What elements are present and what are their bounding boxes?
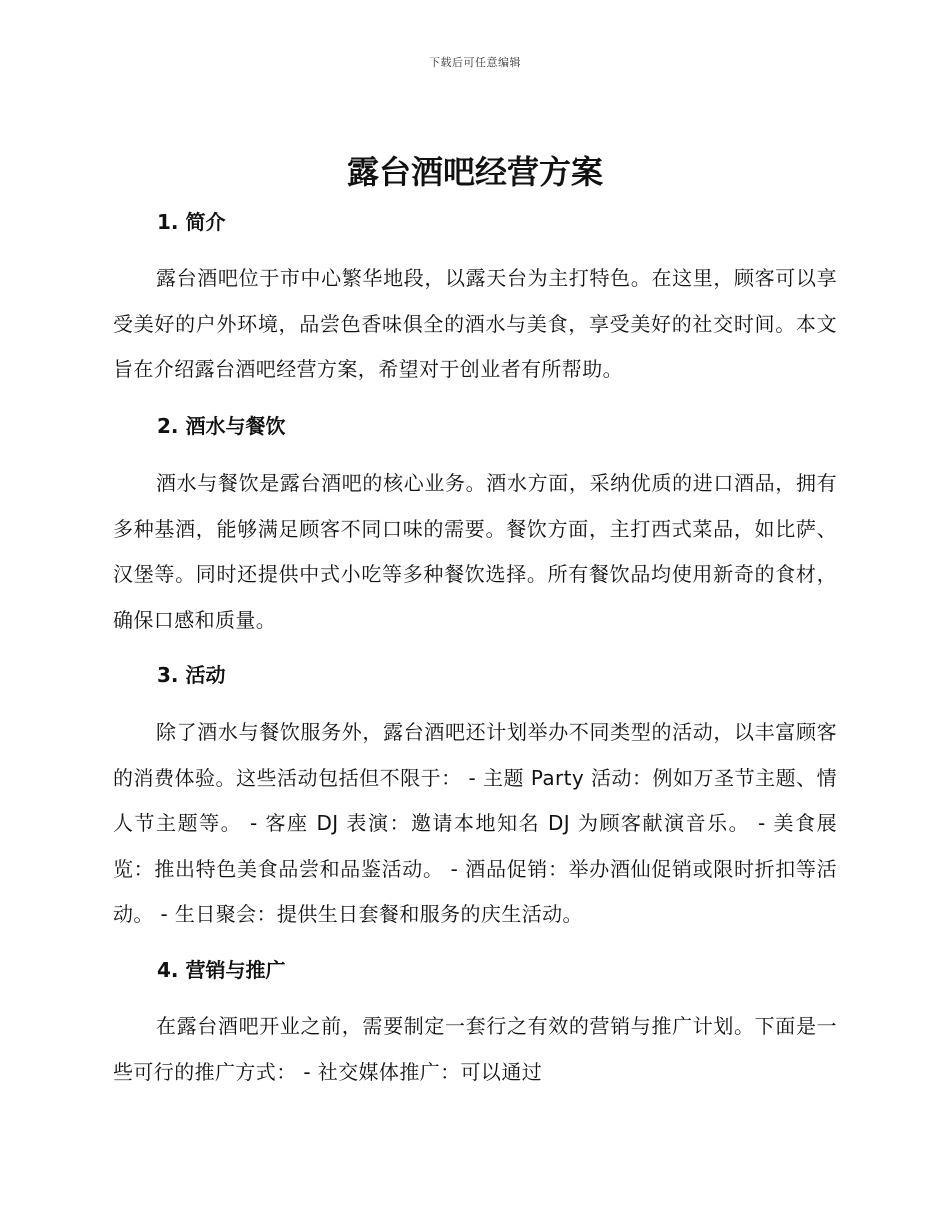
document-title: 露台酒吧经营方案 [346, 153, 603, 191]
section-heading-events: 3. 活动 [157, 663, 226, 687]
header-note: 下载后可任意编辑 [429, 56, 521, 69]
section-heading-intro: 1. 简介 [157, 210, 226, 234]
section-body-drinks-food: 酒水与餐饮是露台酒吧的核心业务。酒水方面，采纳优质的进口酒品，拥有多种基酒，能够满足顾客不同口味的需要。餐饮方面，主打西式菜品，如比萨、汉堡等。同时还提供中式小吃等多种餐饮选择。所有餐饮品均使用新奇的食材，确保口感和质量。 [113, 471, 837, 632]
section-body-events: 除了酒水与餐饮服务外，露台酒吧还计划举办不同类型的活动，以丰富顾客的消费体验。这些活动包括但不限于： - 主题 Party 活动：例如万圣节主题、情人节主题等。 - 客座 DJ 表演：邀请本地知名 DJ 为顾客献演音乐。 - 美食展览：推出特色美食品尝和品鉴活动。 - 酒品促销：举办酒仙促销或限时折扣等活动。 - 生日聚会：提供生日套餐和服务的庆生活动。 [113, 720, 837, 926]
section-heading-drinks-food: 2. 酒水与餐饮 [157, 414, 286, 438]
section-heading-marketing: 4. 营销与推广 [157, 958, 286, 982]
section-body-marketing: 在露台酒吧开业之前，需要制定一套行之有效的营销与推广计划。下面是一些可行的推广方式： - 社交媒体推广：可以通过 [113, 1014, 837, 1084]
section-body-intro: 露台酒吧位于市中心繁华地段，以露天台为主打特色。在这里，顾客可以享受美好的户外环境，品尝色香味俱全的酒水与美食，享受美好的社交时间。本文旨在介绍露台酒吧经营方案，希望对于创业者有所帮助。 [113, 266, 837, 381]
